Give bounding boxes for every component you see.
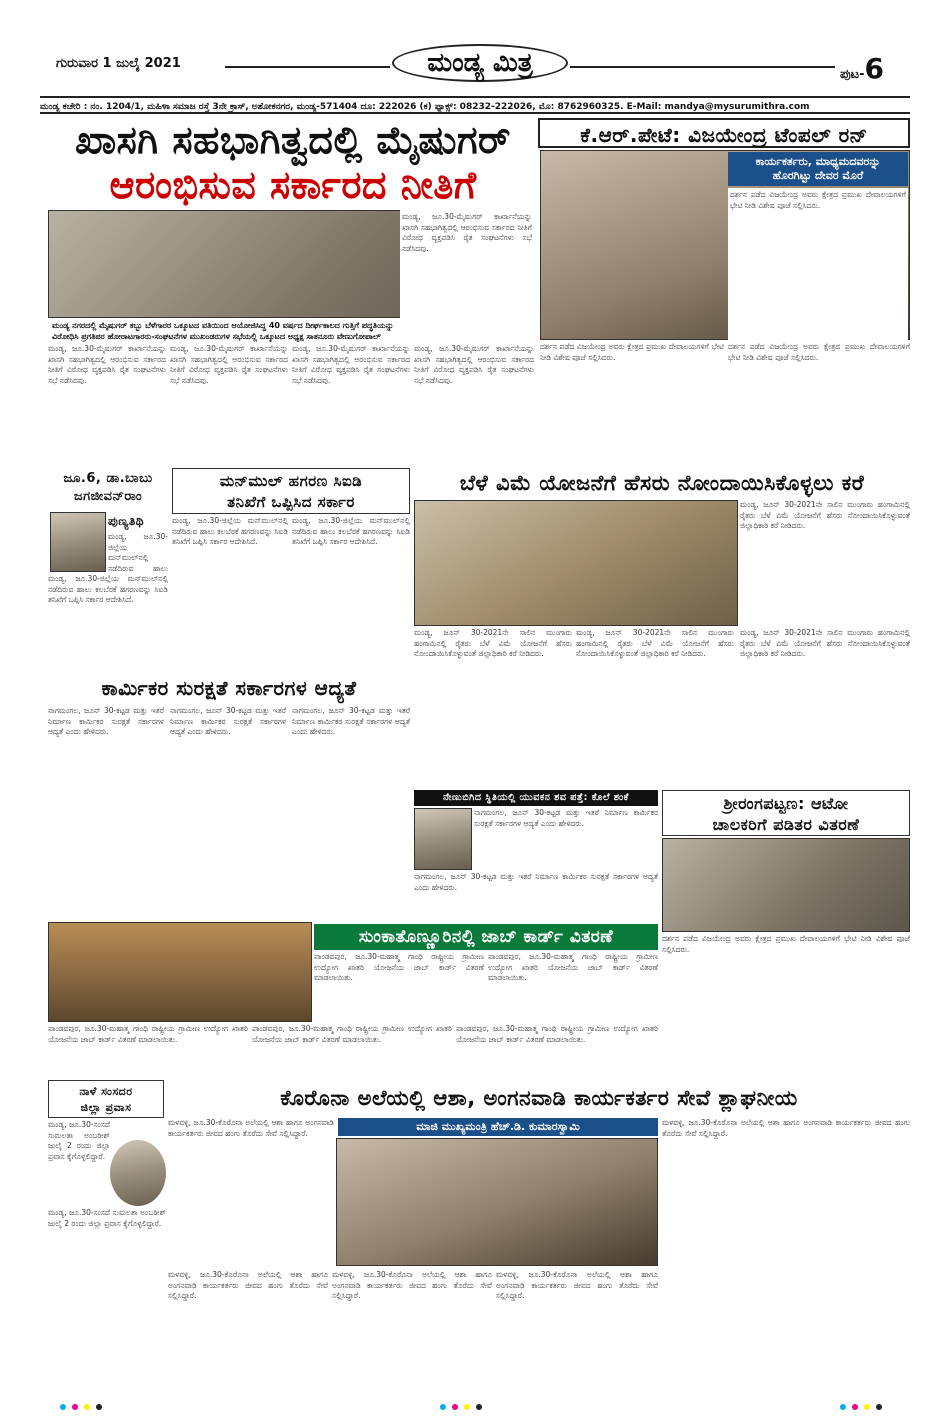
reg-dot-cyan [840, 1404, 846, 1410]
reg-dot-black [876, 1404, 882, 1410]
story1-col4: ಮಂಡ್ಯ, ಜೂ.30-ಮೈಷುಗರ್ ಕಾರ್ಖಾನೆಯನ್ನು ಖಾಸಗಿ ಸಹಭಾಗಿತ್ವದಲ್ಲಿ ಆರಂಭಿಸುವ ಸರ್ಕಾರದ ನೀತಿಗೆ ವಿರೋಧ ವ್ಯಕ್ತಪಡಿಸಿ ರೈತ ಸಂಘಟನೆಗಳು ಸಭೆ ನಡೆಸಿದವು. [414, 344, 534, 385]
story2-headline: ಕೆ.ಆರ್.ಪೇಟೆ: ವಿಜಯೇಂದ್ರ ಟೆಂಪಲ್ ರನ್ [538, 118, 910, 148]
reg-dot-yellow [464, 1404, 470, 1410]
story2-col1: ದರ್ಶನ ಪಡೆದ ವಿಜಯೇಂದ್ರ ಅವರು ಕ್ಷೇತ್ರದ ಪ್ರಮುಖ ದೇವಾಲಯಗಳಿಗೆ ಭೇಟಿ ನೀಡಿ ವಿಶೇಷ ಪೂಜೆ ಸಲ್ಲಿಸಿದರು. [540, 342, 724, 362]
story9-col3: ಪಾಂಡವಪುರ, ಜೂ.30-ಮಹಾತ್ಮ ಗಾಂಧಿ ರಾಷ್ಟ್ರೀಯ ಗ್ರಾಮೀಣ ಉದ್ಯೋಗ ಖಾತರಿ ಯೋಜನೆಯ ಜಾಬ್ ಕಾರ್ಡ್ ವಿತರಣೆ ಮಾಡಲಾಯಿತು. [456, 1024, 658, 1044]
story1-headline-line2: ಆರಂಭಿಸುವ ಸರ್ಕಾರದ ನೀತಿಗೆ [109, 163, 477, 207]
story2-col-side: ದರ್ಶನ ಪಡೆದ ವಿಜಯೇಂದ್ರ ಅವರು ಕ್ಷೇತ್ರದ ಪ್ರಮುಖ ದೇವಾಲಯಗಳಿಗೆ ಭೇಟಿ ನೀಡಿ ವಿಶೇಷ ಪೂಜೆ ಸಲ್ಲಿಸಿದರು. [728, 188, 908, 340]
story3-headline-line1: ಜೂ.6, ಡಾ.ಬಾಬು [63, 471, 153, 486]
story1-headline [58, 118, 528, 208]
story9-photo [48, 922, 312, 1022]
reg-dot-yellow [84, 1404, 90, 1410]
story1-col-side: ಮಂಡ್ಯ, ಜೂ.30-ಮೈಷುಗರ್ ಕಾರ್ಖಾನೆಯನ್ನು ಖಾಸಗಿ ಸಹಭಾಗಿತ್ವದಲ್ಲಿ ಆರಂಭಿಸುವ ಸರ್ಕಾರದ ನೀತಿಗೆ ವಿರೋಧ ವ್ಯಕ್ತಪಡಿಸಿ ರೈತ ಸಂಘಟನೆಗಳು ಸಭೆ ನಡೆಸಿದವು. [400, 210, 534, 340]
story9-col-side1: ಪಾಂಡವಪುರ, ಜೂ.30-ಮಹಾತ್ಮ ಗಾಂಧಿ ರಾಷ್ಟ್ರೀಯ ಗ್ರಾಮೀಣ ಉದ್ಯೋಗ ಖಾತರಿ ಯೋಜನೆಯ ಜಾಬ್ ಕಾರ್ಡ್ ವಿತರಣೆ ಮಾಡಲಾಯಿತು. [314, 952, 484, 982]
story8-col1: ದರ್ಶನ ಪಡೆದ ವಿಜಯೇಂದ್ರ ಅವರು ಕ್ಷೇತ್ರದ ಪ್ರಮುಖ ದೇವಾಲಯಗಳಿಗೆ ಭೇಟಿ ನೀಡಿ ವಿಶೇಷ ಪೂಜೆ ಸಲ್ಲಿಸಿದರು. [662, 934, 910, 954]
story5-col-side: ಮಂಡ್ಯ, ಜೂನ್ 30-2021ನೇ ಸಾಲಿನ ಮುಂಗಾರು ಹಂಗಾಮಿನಲ್ಲಿ ರೈತರು ಬೆಳೆ ವಿಮೆ ಯೋಜನೆಗೆ ಹೆಸರು ನೋಂದಾಯಿಸಿಕೊಳ್ಳುವಂತೆ ಜಿಲ್ಲಾಧಿಕಾರಿ ಕರೆ ನೀಡಿದರು. [740, 500, 910, 530]
story4-col2: ಮಂಡ್ಯ, ಜೂ.30-ಜಿಲ್ಲೆಯ ಮನ್‌ಮುಲ್‌ನಲ್ಲಿ ನಡೆದಿರುವ ಹಾಲು ಕಲಬೆರಕೆ ಹಗರಣವನ್ನು ಸಿಐಡಿ ತನಿಖೆಗೆ ಒಪ್ಪಿಸಿ ಸರ್ಕಾರ ಆದೇಶಿಸಿದೆ. [292, 516, 410, 546]
story3-col-side: ಮಂಡ್ಯ, ಜೂ.30-ಜಿಲ್ಲೆಯ ಮನ್‌ಮುಲ್‌ನಲ್ಲಿ ನಡೆದಿರುವ ಹಾಲು [108, 532, 168, 572]
story4-col1: ಮಂಡ್ಯ, ಜೂ.30-ಜಿಲ್ಲೆಯ ಮನ್‌ಮುಲ್‌ನಲ್ಲಿ ನಡೆದಿರುವ ಹಾಲು ಕಲಬೆರಕೆ ಹಗರಣವನ್ನು ಸಿಐಡಿ ತನಿಖೆಗೆ ಒಪ್ಪಿಸಿ ಸರ್ಕಾರ ಆದೇಶಿಸಿದೆ. [172, 516, 288, 546]
story11-headline: ಕೊರೊನಾ ಅಲೆಯಲ್ಲಿ ಆಶಾ, ಅಂಗನವಾಡಿ ಕಾರ್ಯಕರ್ತರ ಸೇವೆ ಶ್ಲಾಘನೀಯ [280, 1086, 798, 1110]
story5-headline: ಬೆಳೆ ವಿಮೆ ಯೋಜನೆಗೆ ಹೆಸರು ನೋಂದಾಯಿಸಿಕೊಳ್ಳಲು ಕರೆ [459, 471, 865, 495]
story7-photo [414, 808, 472, 870]
reg-dot-black [96, 1404, 102, 1410]
registration-dots-left [60, 1404, 102, 1410]
reg-dot-yellow [864, 1404, 870, 1410]
story6-col3: ನಾಗಮಂಗಲ, ಜೂನ್ 30-ಕಟ್ಟಡ ಮತ್ತು ಇತರೆ ನಿರ್ಮಾಣ ಕಾರ್ಮಿಕರ ಸುರಕ್ಷತೆ ಸರ್ಕಾರಗಳ ಆದ್ಯತೆ ಎಂದು ಹೇಳಿದರು. [292, 706, 410, 736]
story9-col2: ಪಾಂಡವಪುರ, ಜೂ.30-ಮಹಾತ್ಮ ಗಾಂಧಿ ರಾಷ್ಟ್ರೀಯ ಗ್ರಾಮೀಣ ಉದ್ಯೋಗ ಖಾತರಿ ಯೋಜನೆಯ ಜಾಬ್ ಕಾರ್ಡ್ ವಿತರಣೆ ಮಾಡಲಾಯಿತು. [252, 1024, 452, 1044]
reg-dot-magenta [72, 1404, 78, 1410]
story11-subhead: ಮಾಜಿ ಮುಖ್ಯಮಂತ್ರಿ ಹೆಚ್.ಡಿ. ಕುಮಾರಸ್ವಾಮಿ [338, 1118, 658, 1136]
story1-col3: ಮಂಡ್ಯ, ಜೂ.30-ಮೈಷುಗರ್ ಕಾರ್ಖಾನೆಯನ್ನು ಖಾಸಗಿ ಸಹಭಾಗಿತ್ವದಲ್ಲಿ ಆರಂಭಿಸುವ ಸರ್ಕಾರದ ನೀತಿಗೆ ವಿರೋಧ ವ್ಯಕ್ತಪಡಿಸಿ ರೈತ ಸಂಘಟನೆಗಳು ಸಭೆ ನಡೆಸಿದವು. [292, 344, 410, 385]
story3-portrait [50, 512, 106, 572]
story10-headline [48, 1080, 164, 1118]
story11-col3: ಮಳವಳ್ಳಿ, ಜೂ.30-ಕೊರೊನಾ ಅಲೆಯಲ್ಲಿ ಆಶಾ ಹಾಗೂ ಅಂಗನವಾಡಿ ಕಾರ್ಯಕರ್ತರು ಜೀವದ ಹಂಗು ತೊರೆದು ಸೇವೆ ಸಲ್ಲಿಸಿದ್ದಾರೆ. [496, 1270, 658, 1300]
story11-col-side: ಮಳವಳ್ಳಿ, ಜೂ.30-ಕೊರೊನಾ ಅಲೆಯಲ್ಲಿ ಆಶಾ ಹಾಗೂ ಅಂಗನವಾಡಿ ಕಾರ್ಯಕರ್ತರು ಜೀವದ ಹಂಗು ತೊರೆದು ಸೇವೆ ಸಲ್ಲಿಸಿದ್ದಾರೆ. [168, 1118, 334, 1138]
reg-dot-cyan [60, 1404, 66, 1410]
story8-headline-line2: ಚಾಲಕರಿಗೆ ಪಡಿತರ ವಿತರಣೆ [712, 815, 860, 834]
story9-col-side2: ಪಾಂಡವಪುರ, ಜೂ.30-ಮಹಾತ್ಮ ಗಾಂಧಿ ರಾಷ್ಟ್ರೀಯ ಗ್ರಾಮೀಣ ಉದ್ಯೋಗ ಖಾತರಿ ಯೋಜನೆಯ ಜಾಬ್ ಕಾರ್ಡ್ ವಿತರಣೆ ಮಾಡಲಾಯಿತು. [488, 952, 658, 982]
story1-col1: ಮಂಡ್ಯ, ಜೂ.30-ಮೈಷುಗರ್ ಕಾರ್ಖಾನೆಯನ್ನು ಖಾಸಗಿ ಸಹಭಾಗಿತ್ವದಲ್ಲಿ ಆರಂಭಿಸುವ ಸರ್ಕಾರದ ನೀತಿಗೆ ವಿರೋಧ ವ್ಯಕ್ತಪಡಿಸಿ ರೈತ ಸಂಘಟನೆಗಳು ಸಭೆ ನಡೆಸಿದವು. [48, 344, 166, 385]
story7-col1: ನಾಗಮಂಗಲ, ಜೂನ್ 30-ಕಟ್ಟಡ ಮತ್ತು ಇತರೆ ನಿರ್ಮಾಣ ಕಾರ್ಮಿಕರ ಸುರಕ್ಷತೆ ಸರ್ಕಾರಗಳ ಆದ್ಯತೆ ಎಂದು ಹೇಳಿದರು. [414, 872, 658, 892]
office-address: ಮಂಡ್ಯ ಕಚೇರಿ : ನಂ. 1204/1, ಮಹಿಳಾ ಸಮಾಜ ರಸ್ತೆ 3ನೇ ಕ್ರಾಸ್, ಅಶೋಕನಗರ, ಮಂಡ್ಯ-571404 ದೂ: 222026 (ಕ) ಫ್ಯಾಕ್ಸ್: 08232-222026, ಮೊ: 8762960325. E-Mail: mandya@mysurumithra.com [40, 96, 910, 114]
story10-portrait [110, 1140, 166, 1206]
reg-dot-magenta [452, 1404, 458, 1410]
story10-col-side: ಮಂಡ್ಯ, ಜೂ.30-ಸಂಸದೆ ಸುಮಲತಾ ಅಂಬರೀಶ್ ಜುಲೈ 2 ರಂದು ಜಿಲ್ಲಾ ಪ್ರವಾಸ ಕೈಗೊಳ್ಳಲಿದ್ದಾರೆ. [48, 1120, 110, 1161]
story11-col2: ಮಳವಳ್ಳಿ, ಜೂ.30-ಕೊರೊನಾ ಅಲೆಯಲ್ಲಿ ಆಶಾ ಹಾಗೂ ಅಂಗನವಾಡಿ ಕಾರ್ಯಕರ್ತರು ಜೀವದ ಹಂಗು ತೊರೆದು ಸೇವೆ ಸಲ್ಲಿಸಿದ್ದಾರೆ. [332, 1270, 492, 1300]
reg-dot-black [476, 1404, 482, 1410]
story8-headline-line1: ಶ್ರೀರಂಗಪಟ್ಟಣ: ಆಟೋ [723, 794, 849, 813]
issue-date: ಗುರುವಾರ 1 ಜುಲೈ 2021 [56, 56, 181, 71]
page-label: ಪುಟ- [840, 67, 865, 82]
story4-headline-line1: ಮನ್‌ಮುಲ್ ಹಗರಣ ಸಿಐಡಿ [219, 472, 363, 490]
story8-headline [662, 790, 910, 836]
story11-photo [336, 1138, 658, 1266]
header-rule-right [570, 66, 835, 68]
reg-dot-magenta [852, 1404, 858, 1410]
story5-photo [414, 500, 738, 626]
story9-headline: ಸುಂಕಾತೊಣ್ಣೂರಿನಲ್ಲಿ ಜಾಬ್ ಕಾರ್ಡ್ ವಿತರಣೆ [314, 924, 658, 950]
story1-caption: ಮಂಡ್ಯ ನಗರದಲ್ಲಿ ಮೈಷುಗರ್ ಕಬ್ಬು ಬೆಳೆಗಾರರ ಒಕ್ಕೂಟದ ವತಿಯಿಂದ ಆಯೋಜಿಸಿದ್ದ 40 ವರ್ಷದ ದೀರ್ಘಕಾಲದ ಗುತ್ತಿಗೆ ಪದ್ಧತಿಯನ್ನು ವಿರೋಧಿಸಿ ಪ್ರಗತಿಪರ ಹೋರಾಟಗಾರರು-ಸಂಘಟನೆಗಳ ಮುಖಂಡರುಗಳ ಸಭೆಯಲ್ಲಿ ಒಕ್ಕೂಟದ ಅಧ್ಯಕ್ಷ ಸಾತನೂರು ವೇಣುಗೋಪಾಲ್ [48, 318, 398, 342]
story5-col1: ಮಂಡ್ಯ, ಜೂನ್ 30-2021ನೇ ಸಾಲಿನ ಮುಂಗಾರು ಹಂಗಾಮಿನಲ್ಲಿ ರೈತರು ಬೆಳೆ ವಿಮೆ ಯೋಜನೆಗೆ ಹೆಸರು ನೋಂದಾಯಿಸಿಕೊಳ್ಳುವಂತೆ ಜಿಲ್ಲಾಧಿಕಾರಿ ಕರೆ ನೀಡಿದರು. [414, 628, 572, 658]
header-rule-left [225, 66, 390, 68]
story2-col2: ದರ್ಶನ ಪಡೆದ ವಿಜಯೇಂದ್ರ ಅವರು ಕ್ಷೇತ್ರದ ಪ್ರಮುಖ ದೇವಾಲಯಗಳಿಗೆ ಭೇಟಿ ನೀಡಿ ವಿಶೇಷ ಪೂಜೆ ಸಲ್ಲಿಸಿದರು. [728, 342, 910, 362]
story3-col1: ಮಂಡ್ಯ, ಜೂ.30-ಜಿಲ್ಲೆಯ ಮನ್‌ಮುಲ್‌ನಲ್ಲಿ ನಡೆದಿರುವ ಹಾಲು ಕಲಬೆರಕೆ ಹಗರಣವನ್ನು ಸಿಐಡಿ ತನಿಖೆಗೆ ಒಪ್ಪಿಸಿ ಸರ್ಕಾರ ಆದೇಶಿಸಿದೆ. [48, 574, 168, 604]
story10-col1: ಮಂಡ್ಯ, ಜೂ.30-ಸಂಸದೆ ಸುಮಲತಾ ಅಂಬರೀಶ್ ಜುಲೈ 2 ರಂದು ಜಿಲ್ಲಾ ಪ್ರವಾಸ ಕೈಗೊಳ್ಳಲಿದ್ದಾರೆ. [48, 1208, 166, 1228]
story8-photo [662, 838, 910, 932]
page-number [840, 52, 884, 85]
page-number-value: 6 [864, 52, 884, 85]
story6-headline: ಕಾರ್ಮಿಕರ ಸುರಕ್ಷತೆ ಸರ್ಕಾರಗಳ ಆದ್ಯತೆ [101, 676, 357, 700]
story7-col-side: ನಾಗಮಂಗಲ, ಜೂನ್ 30-ಕಟ್ಟಡ ಮತ್ತು ಇತರೆ ನಿರ್ಮಾಣ ಕಾರ್ಮಿಕರ ಸುರಕ್ಷತೆ ಸರ್ಕಾರಗಳ ಆದ್ಯತೆ ಎಂದು ಹೇಳಿದರು. [474, 808, 658, 828]
story11-col-right: ಮಳವಳ್ಳಿ, ಜೂ.30-ಕೊರೊನಾ ಅಲೆಯಲ್ಲಿ ಆಶಾ ಹಾಗೂ ಅಂಗನವಾಡಿ ಕಾರ್ಯಕರ್ತರು ಜೀವದ ಹಂಗು ತೊರೆದು ಸೇವೆ ಸಲ್ಲಿಸಿದ್ದಾರೆ. [662, 1118, 910, 1138]
story6-col2: ನಾಗಮಂಗಲ, ಜೂನ್ 30-ಕಟ್ಟಡ ಮತ್ತು ಇತರೆ ನಿರ್ಮಾಣ ಕಾರ್ಮಿಕರ ಸುರಕ್ಷತೆ ಸರ್ಕಾರಗಳ ಆದ್ಯತೆ ಎಂದು ಹೇಳಿದರು. [170, 706, 286, 736]
story1-col2: ಮಂಡ್ಯ, ಜೂ.30-ಮೈಷುಗರ್ ಕಾರ್ಖಾನೆಯನ್ನು ಖಾಸಗಿ ಸಹಭಾಗಿತ್ವದಲ್ಲಿ ಆರಂಭಿಸುವ ಸರ್ಕಾರದ ನೀತಿಗೆ ವಿರೋಧ ವ್ಯಕ್ತಪಡಿಸಿ ರೈತ ಸಂಘಟನೆಗಳು ಸಭೆ ನಡೆಸಿದವು. [170, 344, 288, 385]
registration-dots-right [840, 1404, 882, 1410]
story11-col1: ಮಳವಳ್ಳಿ, ಜೂ.30-ಕೊರೊನಾ ಅಲೆಯಲ್ಲಿ ಆಶಾ ಹಾಗೂ ಅಂಗನವಾಡಿ ಕಾರ್ಯಕರ್ತರು ಜೀವದ ಹಂಗು ತೊರೆದು ಸೇವೆ ಸಲ್ಲಿಸಿದ್ದಾರೆ. [168, 1270, 328, 1300]
story4-headline [172, 468, 410, 514]
story2-sub-line2: ಹೊರಗಿಟ್ಟು ದೇವರ ಮೊರೆ [772, 169, 864, 182]
registration-dots-center [440, 1404, 482, 1410]
story9-col1: ಪಾಂಡವಪುರ, ಜೂ.30-ಮಹಾತ್ಮ ಗಾಂಧಿ ರಾಷ್ಟ್ರೀಯ ಗ್ರಾಮೀಣ ಉದ್ಯೋಗ ಖಾತರಿ ಯೋಜನೆಯ ಜಾಬ್ ಕಾರ್ಡ್ ವಿತರಣೆ ಮಾಡಲಾಯಿತು. [48, 1024, 248, 1044]
reg-dot-cyan [440, 1404, 446, 1410]
story7-headline: ನೇಣುಬಿಗಿದ ಸ್ಥಿತಿಯಲ್ಲಿ ಯುವಕನ ಶವ ಪತ್ತೆ: ಕೊಲೆ ಶಂಕೆ [414, 790, 658, 806]
story1-headline-line1: ಖಾಸಗಿ ಸಹಭಾಗಿತ್ವದಲ್ಲಿ ಮೈಷುಗರ್ [75, 118, 511, 162]
story3-tag: ಪುಣ್ಯತಿಥಿ [108, 514, 145, 528]
story10-headline-line2: ಜಿಲ್ಲಾ ಪ್ರವಾಸ [80, 1101, 132, 1114]
story3-headline [48, 470, 168, 510]
story4-headline-line2: ತನಿಖೆಗೆ ಒಪ್ಪಿಸಿದ ಸರ್ಕಾರ [227, 493, 355, 511]
story10-headline-line1: ನಾಳೆ ಸಂಸದರ [79, 1085, 133, 1098]
story5-col3: ಮಂಡ್ಯ, ಜೂನ್ 30-2021ನೇ ಸಾಲಿನ ಮುಂಗಾರು ಹಂಗಾಮಿನಲ್ಲಿ ರೈತರು ಬೆಳೆ ವಿಮೆ ಯೋಜನೆಗೆ ಹೆಸರು ನೋಂದಾಯಿಸಿಕೊಳ್ಳುವಂತೆ ಜಿಲ್ಲಾಧಿಕಾರಿ ಕರೆ ನೀಡಿದರು. [740, 628, 910, 658]
story5-col2: ಮಂಡ್ಯ, ಜೂನ್ 30-2021ನೇ ಸಾಲಿನ ಮುಂಗಾರು ಹಂಗಾಮಿನಲ್ಲಿ ರೈತರು ಬೆಳೆ ವಿಮೆ ಯೋಜನೆಗೆ ಹೆಸರು ನೋಂದಾಯಿಸಿಕೊಳ್ಳುವಂತೆ ಜಿಲ್ಲಾಧಿಕಾರಿ ಕರೆ ನೀಡಿದರು. [576, 628, 734, 658]
masthead: ಮಂಡ್ಯ ಮಿತ್ರ [392, 44, 568, 82]
story2-sub-line1: ಕಾರ್ಯಕರ್ತರು, ಮಾಧ್ಯಮದವರನ್ನು [755, 155, 881, 168]
story6-col1: ನಾಗಮಂಗಲ, ಜೂನ್ 30-ಕಟ್ಟಡ ಮತ್ತು ಇತರೆ ನಿರ್ಮಾಣ ಕಾರ್ಮಿಕರ ಸುರಕ್ಷತೆ ಸರ್ಕಾರಗಳ ಆದ್ಯತೆ ಎಂದು ಹೇಳಿದರು. [48, 706, 164, 736]
story3-headline-line2: ಜಗಜೀವನ್‌ರಾಂ [73, 489, 143, 504]
story2-subhead [728, 152, 908, 186]
